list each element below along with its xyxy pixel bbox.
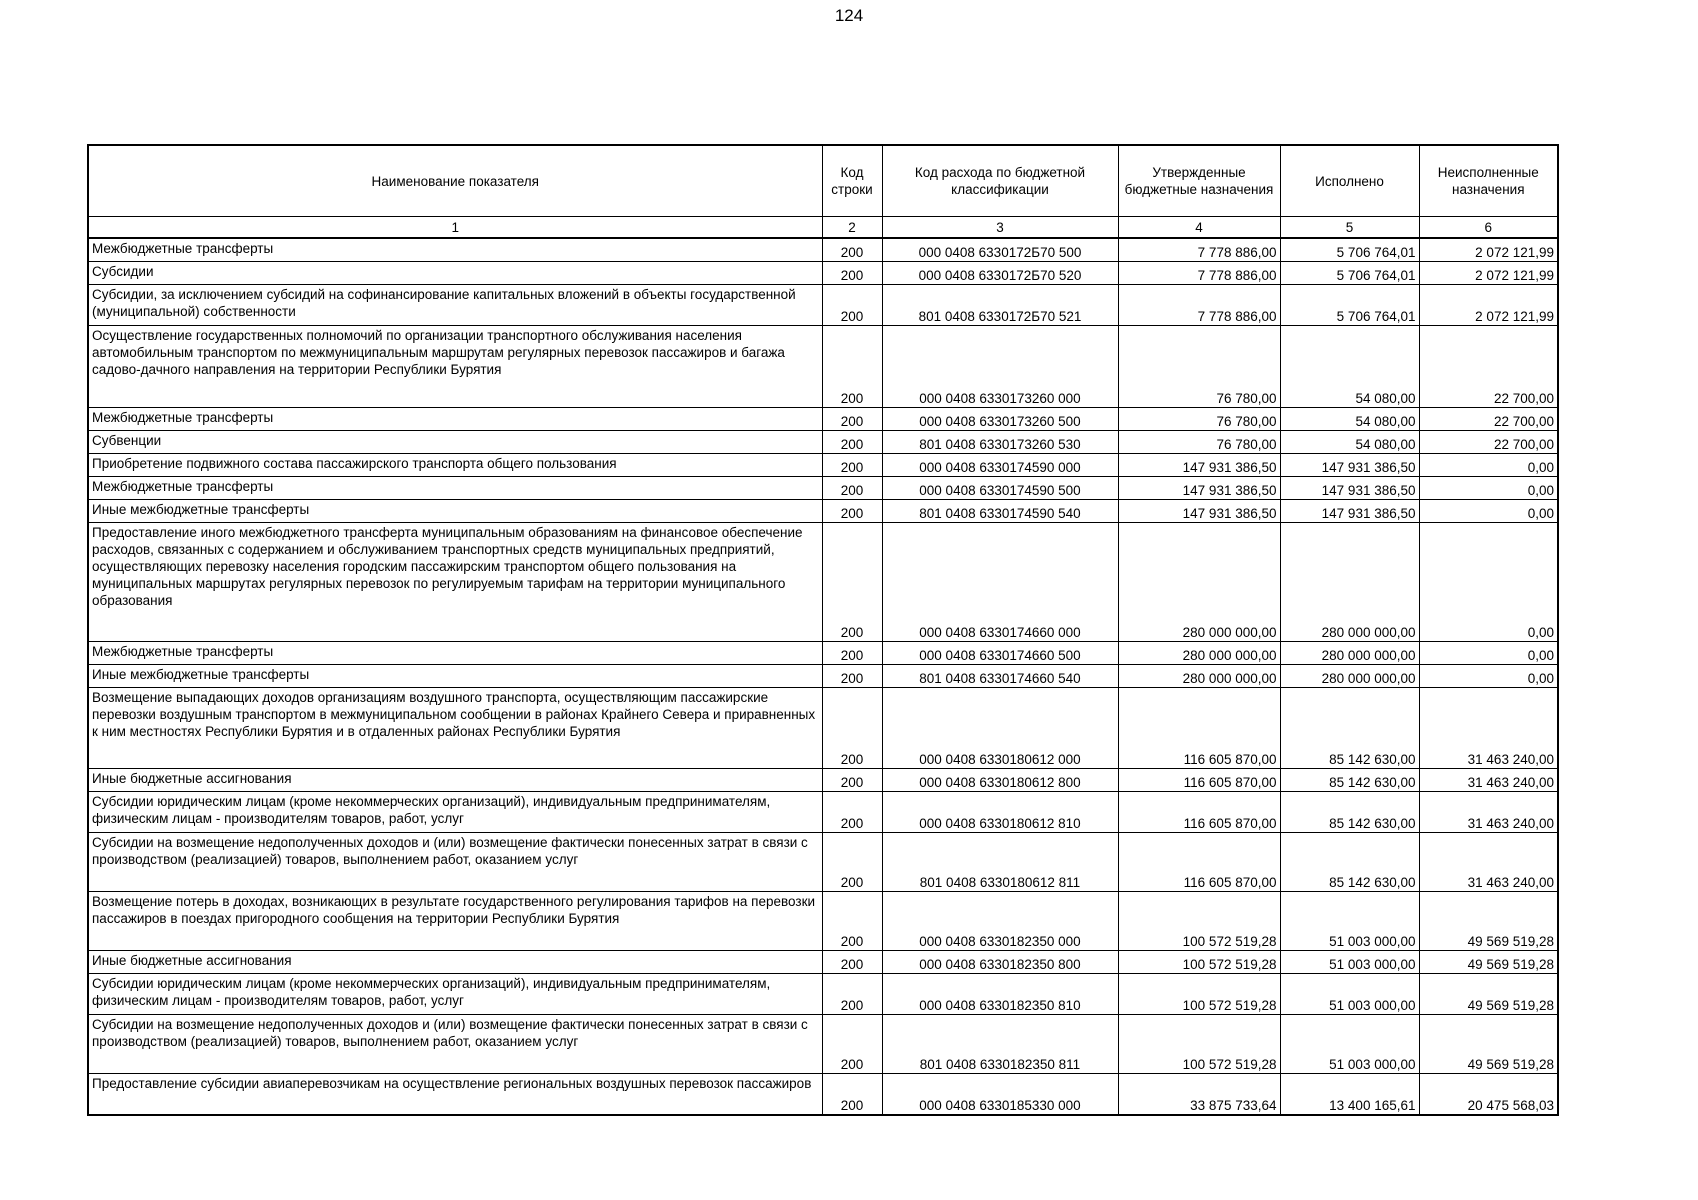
indicator-name: Иные межбюджетные трансферты (88, 500, 822, 523)
table-row (88, 1015, 1558, 1074)
executed-amount: 54 080,00 (1280, 431, 1419, 454)
approved-amount: 280 000 000,00 (1118, 523, 1280, 642)
column-number: 3 (882, 217, 1118, 239)
indicator-name: Субсидии юридическим лицам (кроме некоммерческих организаций), индивидуальным предпринимателям, физическим лицам - производителям товаров, работ, услуг (88, 974, 822, 1015)
unexecuted-amount: 49 569 519,28 (1419, 1015, 1558, 1074)
table-row (88, 477, 1558, 500)
expense-code: 000 0408 6330185330 000 (882, 1074, 1118, 1116)
approved-amount: 76 780,00 (1118, 431, 1280, 454)
executed-amount: 147 931 386,50 (1280, 477, 1419, 500)
expense-code: 000 0408 6330180612 000 (882, 688, 1118, 769)
header-approved: Утвержденные бюджетные назначения (1118, 145, 1280, 217)
column-number: 2 (822, 217, 882, 239)
line-code: 200 (822, 454, 882, 477)
executed-amount: 51 003 000,00 (1280, 1015, 1419, 1074)
table-row (88, 688, 1558, 769)
line-code: 200 (822, 238, 882, 262)
expense-code: 000 0408 6330174590 500 (882, 477, 1118, 500)
unexecuted-amount: 31 463 240,00 (1419, 769, 1558, 792)
line-code: 200 (822, 688, 882, 769)
table-row (88, 262, 1558, 285)
executed-amount: 147 931 386,50 (1280, 500, 1419, 523)
header-indicator-name: Наименование показателя (88, 145, 822, 217)
expense-code: 000 0408 6330182350 810 (882, 974, 1118, 1015)
indicator-name: Межбюджетные трансферты (88, 238, 822, 262)
executed-amount: 51 003 000,00 (1280, 974, 1419, 1015)
approved-amount: 116 605 870,00 (1118, 792, 1280, 833)
indicator-name: Иные межбюджетные трансферты (88, 665, 822, 688)
line-code: 200 (822, 1074, 882, 1116)
line-code: 200 (822, 1015, 882, 1074)
line-code: 200 (822, 477, 882, 500)
executed-amount: 280 000 000,00 (1280, 642, 1419, 665)
executed-amount: 54 080,00 (1280, 408, 1419, 431)
indicator-name: Межбюджетные трансферты (88, 642, 822, 665)
executed-amount: 5 706 764,01 (1280, 262, 1419, 285)
header-unexecuted: Неисполненные назначения (1419, 145, 1558, 217)
executed-amount: 147 931 386,50 (1280, 454, 1419, 477)
indicator-name: Субвенции (88, 431, 822, 454)
executed-amount: 85 142 630,00 (1280, 769, 1419, 792)
table-row (88, 892, 1558, 951)
header-line-code: Код строки (822, 145, 882, 217)
budget-execution-table (87, 144, 1559, 1116)
line-code: 200 (822, 951, 882, 974)
executed-amount: 85 142 630,00 (1280, 792, 1419, 833)
expense-code: 801 0408 6330182350 811 (882, 1015, 1118, 1074)
expense-code: 000 0408 6330173260 500 (882, 408, 1118, 431)
expense-code: 000 0408 6330174660 000 (882, 523, 1118, 642)
unexecuted-amount: 22 700,00 (1419, 431, 1558, 454)
executed-amount: 13 400 165,61 (1280, 1074, 1419, 1116)
indicator-name: Возмещение выпадающих доходов организациям воздушного транспорта, осуществляющим пассажирские перевозки воздушным транспортом в межмуниципальном сообщении в районах Крайнего Севера и приравненных к ним местностях Республики Бурятия и в отдаленных районах Республики Бурятия (88, 688, 822, 769)
line-code: 200 (822, 326, 882, 408)
expense-code: 000 0408 6330172Б70 520 (882, 262, 1118, 285)
indicator-name: Межбюджетные трансферты (88, 477, 822, 500)
unexecuted-amount: 31 463 240,00 (1419, 833, 1558, 892)
table-row (88, 974, 1558, 1015)
expense-code: 000 0408 6330182350 000 (882, 892, 1118, 951)
approved-amount: 147 931 386,50 (1118, 454, 1280, 477)
unexecuted-amount: 0,00 (1419, 523, 1558, 642)
unexecuted-amount: 0,00 (1419, 665, 1558, 688)
executed-amount: 85 142 630,00 (1280, 688, 1419, 769)
table-row (88, 792, 1558, 833)
indicator-name: Иные бюджетные ассигнования (88, 951, 822, 974)
approved-amount: 116 605 870,00 (1118, 688, 1280, 769)
approved-amount: 33 875 733,64 (1118, 1074, 1280, 1116)
line-code: 200 (822, 431, 882, 454)
table-row (88, 500, 1558, 523)
line-code: 200 (822, 892, 882, 951)
table-row (88, 833, 1558, 892)
executed-amount: 280 000 000,00 (1280, 665, 1419, 688)
executed-amount: 280 000 000,00 (1280, 523, 1419, 642)
approved-amount: 76 780,00 (1118, 408, 1280, 431)
header-row (88, 145, 1558, 217)
executed-amount: 5 706 764,01 (1280, 285, 1419, 326)
unexecuted-amount: 2 072 121,99 (1419, 262, 1558, 285)
approved-amount: 100 572 519,28 (1118, 1015, 1280, 1074)
expense-code: 801 0408 6330180612 811 (882, 833, 1118, 892)
unexecuted-amount: 0,00 (1419, 454, 1558, 477)
indicator-name: Осуществление государственных полномочий по организации транспортного обслуживания населения автомобильным транспортом по межмуниципальным маршрутам регулярных перевозок пассажиров и багажа садово-дачного направления на территории Республики Бурятия (88, 326, 822, 408)
approved-amount: 280 000 000,00 (1118, 642, 1280, 665)
table-row (88, 951, 1558, 974)
approved-amount: 100 572 519,28 (1118, 951, 1280, 974)
line-code: 200 (822, 833, 882, 892)
expense-code: 801 0408 6330173260 530 (882, 431, 1118, 454)
indicator-name: Межбюджетные трансферты (88, 408, 822, 431)
approved-amount: 7 778 886,00 (1118, 238, 1280, 262)
expense-code: 000 0408 6330173260 000 (882, 326, 1118, 408)
expense-code: 801 0408 6330174660 540 (882, 665, 1118, 688)
indicator-name: Иные бюджетные ассигнования (88, 769, 822, 792)
header-executed: Исполнено (1280, 145, 1419, 217)
table-row (88, 1074, 1558, 1116)
approved-amount: 116 605 870,00 (1118, 769, 1280, 792)
expense-code: 000 0408 6330180612 810 (882, 792, 1118, 833)
line-code: 200 (822, 408, 882, 431)
line-code: 200 (822, 769, 882, 792)
unexecuted-amount: 0,00 (1419, 642, 1558, 665)
executed-amount: 54 080,00 (1280, 326, 1419, 408)
approved-amount: 100 572 519,28 (1118, 892, 1280, 951)
approved-amount: 100 572 519,28 (1118, 974, 1280, 1015)
unexecuted-amount: 49 569 519,28 (1419, 974, 1558, 1015)
approved-amount: 7 778 886,00 (1118, 262, 1280, 285)
table-row (88, 642, 1558, 665)
table-row (88, 326, 1558, 408)
approved-amount: 280 000 000,00 (1118, 665, 1280, 688)
approved-amount: 76 780,00 (1118, 326, 1280, 408)
unexecuted-amount: 49 569 519,28 (1419, 951, 1558, 974)
indicator-name: Субсидии, за исключением субсидий на софинансирование капитальных вложений в объекты государственной (муниципальной) собственности (88, 285, 822, 326)
expense-code: 000 0408 6330180612 800 (882, 769, 1118, 792)
unexecuted-amount: 22 700,00 (1419, 408, 1558, 431)
unexecuted-amount: 2 072 121,99 (1419, 238, 1558, 262)
column-number-row (88, 217, 1558, 239)
page-number: 124 (834, 6, 864, 25)
expense-code: 000 0408 6330174660 500 (882, 642, 1118, 665)
indicator-name: Субсидии на возмещение недополученных доходов и (или) возмещение фактически понесенных затрат в связи с производством (реализацией) товаров, выполнением работ, оказанием услуг (88, 833, 822, 892)
header-expense-code: Код расхода по бюджетной классификации (882, 145, 1118, 217)
approved-amount: 147 931 386,50 (1118, 477, 1280, 500)
expense-code: 801 0408 6330174590 540 (882, 500, 1118, 523)
line-code: 200 (822, 285, 882, 326)
unexecuted-amount: 49 569 519,28 (1419, 892, 1558, 951)
expense-code: 000 0408 6330182350 800 (882, 951, 1118, 974)
line-code: 200 (822, 974, 882, 1015)
column-number: 5 (1280, 217, 1419, 239)
indicator-name: Субсидии (88, 262, 822, 285)
column-number: 6 (1419, 217, 1558, 239)
table-row (88, 665, 1558, 688)
unexecuted-amount: 31 463 240,00 (1419, 688, 1558, 769)
column-number: 4 (1118, 217, 1280, 239)
unexecuted-amount: 0,00 (1419, 500, 1558, 523)
indicator-name: Возмещение потерь в доходах, возникающих в результате государственного регулирования тарифов на перевозки пассажиров в поездах пригородного сообщения на территории Республики Бурятия (88, 892, 822, 951)
unexecuted-amount: 20 475 568,03 (1419, 1074, 1558, 1116)
table-row (88, 408, 1558, 431)
indicator-name: Субсидии юридическим лицам (кроме некоммерческих организаций), индивидуальным предпринимателям, физическим лицам - производителям товаров, работ, услуг (88, 792, 822, 833)
unexecuted-amount: 2 072 121,99 (1419, 285, 1558, 326)
executed-amount: 51 003 000,00 (1280, 892, 1419, 951)
line-code: 200 (822, 262, 882, 285)
approved-amount: 7 778 886,00 (1118, 285, 1280, 326)
table-row (88, 769, 1558, 792)
approved-amount: 147 931 386,50 (1118, 500, 1280, 523)
indicator-name: Субсидии на возмещение недополученных доходов и (или) возмещение фактически понесенных затрат в связи с производством (реализацией) товаров, выполнением работ, оказанием услуг (88, 1015, 822, 1074)
indicator-name: Предоставление иного межбюджетного трансферта муниципальным образованиям на финансовое обеспечение расходов, связанных с содержанием и обслуживанием транспортных средств муниципальных предприятий, осуществляющих перевозку населения городским пассажирским транспортом общего пользования на муниципальных маршрутах регулярных перевозок по регулируемым тарифам на территории муниципального образования (88, 523, 822, 642)
line-code: 200 (822, 792, 882, 833)
indicator-name: Приобретение подвижного состава пассажирского транспорта общего пользования (88, 454, 822, 477)
expense-code: 000 0408 6330172Б70 500 (882, 238, 1118, 262)
unexecuted-amount: 0,00 (1419, 477, 1558, 500)
unexecuted-amount: 22 700,00 (1419, 326, 1558, 408)
executed-amount: 51 003 000,00 (1280, 951, 1419, 974)
line-code: 200 (822, 642, 882, 665)
executed-amount: 85 142 630,00 (1280, 833, 1419, 892)
table-row (88, 285, 1558, 326)
indicator-name: Предоставление субсидии авиаперевозчикам на осуществление региональных воздушных перевозок пассажиров (88, 1074, 822, 1116)
executed-amount: 5 706 764,01 (1280, 238, 1419, 262)
line-code: 200 (822, 665, 882, 688)
line-code: 200 (822, 523, 882, 642)
table-row (88, 238, 1558, 262)
unexecuted-amount: 31 463 240,00 (1419, 792, 1558, 833)
table-row (88, 523, 1558, 642)
expense-code: 801 0408 6330172Б70 521 (882, 285, 1118, 326)
approved-amount: 116 605 870,00 (1118, 833, 1280, 892)
expense-code: 000 0408 6330174590 000 (882, 454, 1118, 477)
table-row (88, 431, 1558, 454)
table-row (88, 454, 1558, 477)
line-code: 200 (822, 500, 882, 523)
column-number: 1 (88, 217, 822, 239)
